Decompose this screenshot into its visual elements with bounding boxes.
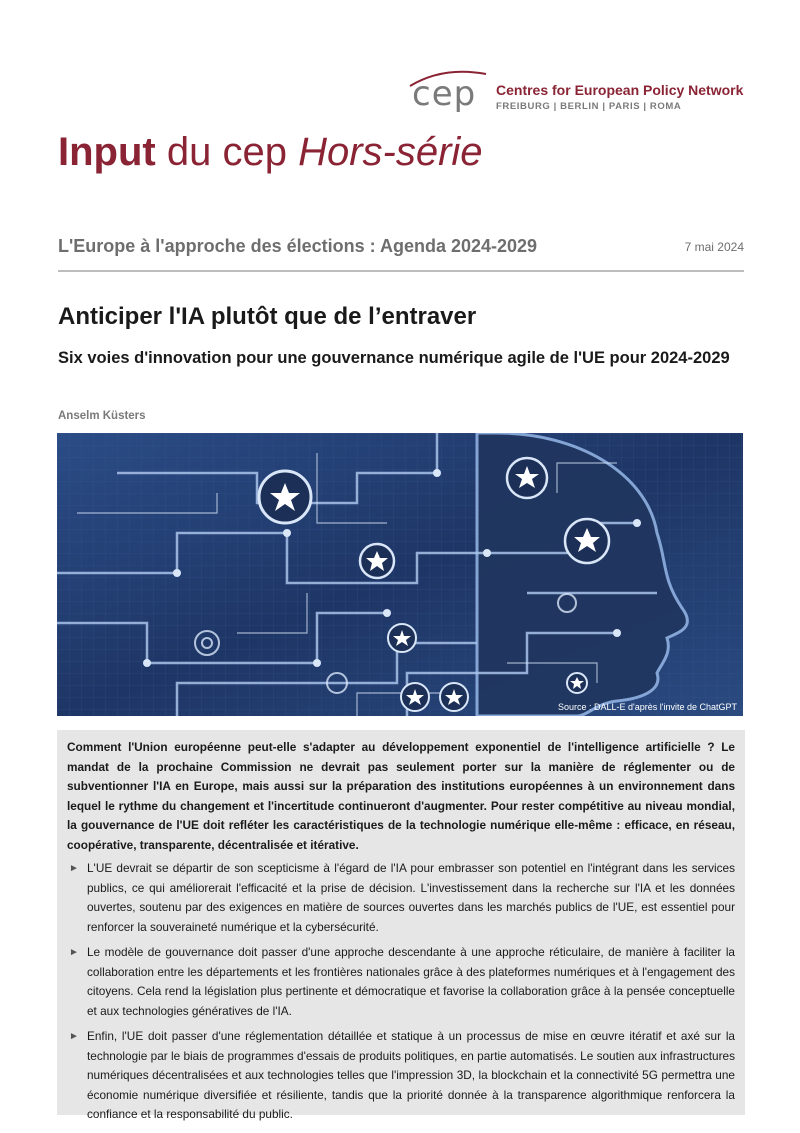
- bullet-arrow-icon: ►: [69, 863, 79, 874]
- image-caption: Source : DALL-E d'après l'invite de ChatGPT: [557, 702, 737, 712]
- series-title: L'Europe à l'approche des élections : Agenda 2024-2029: [58, 236, 538, 256]
- bullet-arrow-icon: ►: [69, 1031, 79, 1042]
- publication-title: [58, 130, 483, 175]
- logo-cities: FREIBURG | BERLIN | PARIS | ROMA: [496, 101, 682, 112]
- bullet-text: L'UE devrait se départir de son scepticisme à l'égard de l'IA pour embrasser son potentiel en l'intégrant dans les services publics, ce qui améliorerait l'efficacité et la prise de décision. L'investissement dans la recherche sur l'IA et les données ouvertes, soutenu par des exigences en matière de sources ouvertes dans les marchés publics de l'UE, est essentiel pour renforcer la souveraineté numérique et la cybersécurité.: [87, 861, 735, 934]
- cep-logo: [398, 64, 748, 124]
- logo-organization-name: Centres for European Policy Network: [496, 82, 744, 98]
- summary-bullet: [67, 859, 735, 937]
- title-hors-serie: Hors-série: [298, 130, 483, 174]
- summary-bullet: [67, 943, 735, 1021]
- title-input: Input: [58, 130, 156, 174]
- summary-intro: Comment l'Union européenne peut-elle s'adapter au développement exponentiel de l'intelligence artificielle ? Le mandat de la prochaine Commission ne devrait pas seulement porter sur la manière de réglementer ou de subventionner l'IA en Europe, mais aussi sur la préparation des institutions européennes à un environnement dans lequel le rythme du changement et l'incertitude continueront d'augmenter. Pour rester compétitive au niveau mondial, la gouvernance de l'UE doit refléter les caractéristiques de la technologie numérique elle-même : efficace, en réseau, coopérative, transparente, décentralisée et itérative.: [67, 740, 735, 852]
- publication-date: 7 mai 2024: [684, 240, 744, 254]
- ai-circuit-head-illustration: [57, 433, 743, 716]
- series-header: [58, 236, 744, 258]
- bullet-arrow-icon: ►: [69, 947, 79, 958]
- hero-image: [57, 433, 743, 716]
- article-subheadline: Six voies d'innovation pour une gouvernance numérique agile de l'UE pour 2024-2029: [58, 349, 730, 367]
- title-du-cep: du cep: [155, 130, 299, 174]
- summary-box: [57, 730, 745, 1121]
- article-author: Anselm Küsters: [58, 410, 146, 422]
- logo-mark: cep: [412, 74, 477, 114]
- bullet-text: Le modèle de gouvernance doit passer d'une approche descendante à une approche réticulaire, de manière à faciliter la collaboration entre les départements et les frontières nationales grâce à des plateformes numériques et à l'engagement des citoyens. Cela rend la législation plus pertinente et démocratique et favorise la collaboration grâce à la pensée conceptuelle et aux technologies génératives de l'IA.: [87, 945, 735, 1018]
- summary-bullet: [67, 1027, 735, 1125]
- bullet-text: Enfin, l'UE doit passer d'une réglementation détaillée et statique à un processus de mise en œuvre itératif et axé sur la technologie par le biais de programmes d'essais de produits politiques, en partie automatisés. Le soutien aux infrastructures numériques décentralisées et aux technologies telles que l'impression 3D, la blockchain et la connectivité 5G permettra une économie numérique diversifiée et résiliente, tandis que la priorité donnée à la transparence algorithmique renforcera la confiance et la responsabilité du public.: [87, 1029, 735, 1121]
- article-headline: Anticiper l'IA plutôt que de l’entraver: [58, 303, 477, 330]
- header-divider: [58, 270, 744, 272]
